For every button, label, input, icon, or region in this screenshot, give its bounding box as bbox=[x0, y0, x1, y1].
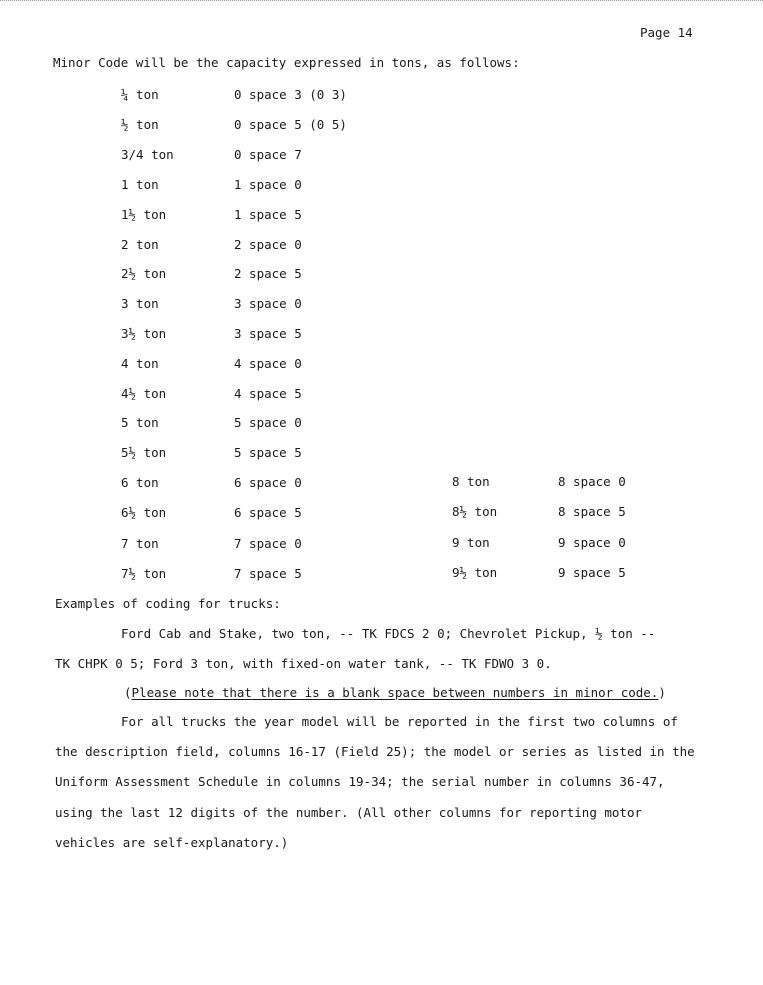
capacity-ton: 6½ ton bbox=[121, 505, 167, 520]
capacity-code: 5 space 0 bbox=[234, 415, 302, 430]
intro-text: Minor Code will be the capacity expressed in tons, as follows: bbox=[53, 55, 520, 70]
paragraph-line: using the last 12 digits of the number. (All other columns for reporting motor bbox=[55, 805, 642, 820]
capacity-ton: 8 ton bbox=[452, 474, 490, 489]
capacity-code: 4 space 0 bbox=[234, 356, 302, 371]
paragraph-line: For all trucks the year model will be reported in the first two columns of bbox=[121, 714, 678, 729]
capacity-code: 2 space 5 bbox=[234, 266, 302, 281]
capacity-ton: 4 ton bbox=[121, 356, 159, 371]
capacity-code: 1 space 0 bbox=[234, 177, 302, 192]
capacity-code: 8 space 5 bbox=[558, 504, 626, 519]
capacity-ton: 2 ton bbox=[121, 237, 159, 252]
example-line: Ford Cab and Stake, two ton, -- TK FDCS 2 0; Chevrolet Pickup, ½ ton -- bbox=[121, 626, 656, 641]
capacity-code: 6 space 0 bbox=[234, 475, 302, 490]
capacity-code: 8 space 0 bbox=[558, 474, 626, 489]
capacity-ton: 9½ ton bbox=[452, 565, 498, 580]
capacity-ton: 3/4 ton bbox=[121, 147, 174, 162]
capacity-code: 5 space 5 bbox=[234, 445, 302, 460]
examples-heading: Examples of coding for trucks: bbox=[55, 596, 281, 611]
capacity-ton: 5 ton bbox=[121, 415, 159, 430]
top-dotted-rule bbox=[0, 0, 763, 1]
capacity-ton: 2½ ton bbox=[121, 266, 167, 281]
capacity-code: 7 space 5 bbox=[234, 566, 302, 581]
capacity-ton: 5½ ton bbox=[121, 445, 167, 460]
paragraph-line: the description field, columns 16-17 (Field 25); the model or series as listed in the bbox=[55, 744, 695, 759]
capacity-ton: ¼ ton bbox=[121, 87, 159, 102]
capacity-ton: 3 ton bbox=[121, 296, 159, 311]
capacity-ton: 6 ton bbox=[121, 475, 159, 490]
note-text: Please note that there is a blank space between numbers in minor code. bbox=[131, 685, 659, 700]
capacity-code: 0 space 5 (0 5) bbox=[234, 117, 347, 132]
paragraph-line: Uniform Assessment Schedule in columns 19-34; the serial number in columns 36-47, bbox=[55, 774, 665, 789]
capacity-code: 2 space 0 bbox=[234, 237, 302, 252]
capacity-code: 3 space 0 bbox=[234, 296, 302, 311]
blank-space-note: (Please note that there is a blank space between numbers in minor code.) bbox=[124, 685, 666, 700]
capacity-ton: 3½ ton bbox=[121, 326, 167, 341]
paragraph-line: vehicles are self-explanatory.) bbox=[55, 835, 289, 850]
capacity-code: 1 space 5 bbox=[234, 207, 302, 222]
capacity-code: 0 space 3 (0 3) bbox=[234, 87, 347, 102]
capacity-code: 9 space 5 bbox=[558, 565, 626, 580]
capacity-code: 3 space 5 bbox=[234, 326, 302, 341]
capacity-code: 6 space 5 bbox=[234, 505, 302, 520]
example-line: TK CHPK 0 5; Ford 3 ton, with fixed-on water tank, -- TK FDWO 3 0. bbox=[55, 656, 552, 671]
capacity-code: 7 space 0 bbox=[234, 536, 302, 551]
capacity-ton: 4½ ton bbox=[121, 386, 167, 401]
capacity-ton: 7 ton bbox=[121, 536, 159, 551]
capacity-ton: 9 ton bbox=[452, 535, 490, 550]
capacity-code: 0 space 7 bbox=[234, 147, 302, 162]
capacity-ton: 1½ ton bbox=[121, 207, 167, 222]
capacity-code: 9 space 0 bbox=[558, 535, 626, 550]
capacity-code: 4 space 5 bbox=[234, 386, 302, 401]
capacity-ton: 8½ ton bbox=[452, 504, 498, 519]
page-number: Page 14 bbox=[640, 25, 693, 40]
capacity-ton: 7½ ton bbox=[121, 566, 167, 581]
capacity-ton: ½ ton bbox=[121, 117, 159, 132]
capacity-ton: 1 ton bbox=[121, 177, 159, 192]
